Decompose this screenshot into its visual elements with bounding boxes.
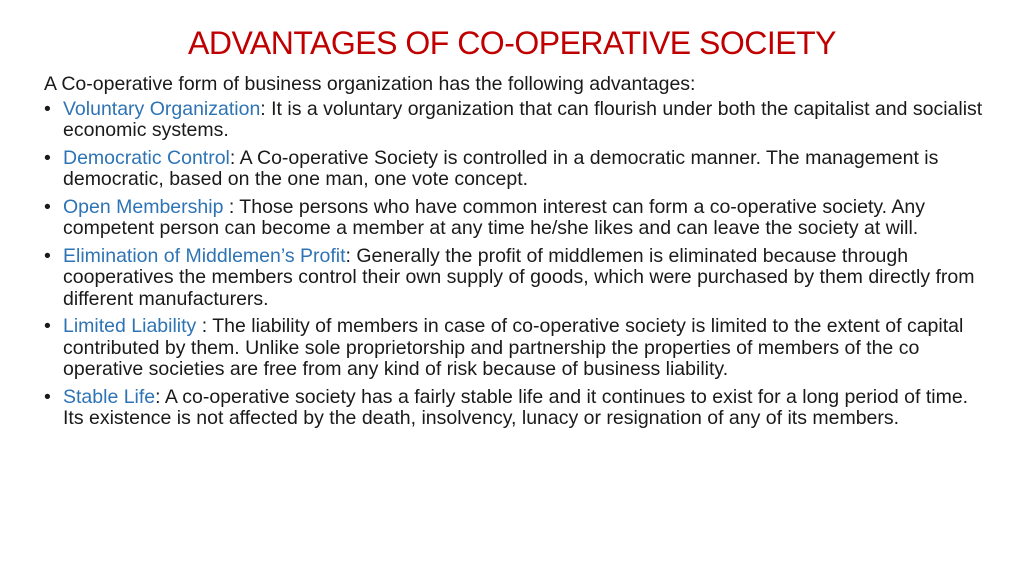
advantage-term: Limited Liability (63, 315, 202, 337)
advantage-voluntary-organization (44, 99, 984, 142)
bullet-icon: • (44, 146, 51, 169)
slide-title: ADVANTAGES OF CO-OPERATIVE SOCIETY (188, 25, 836, 61)
advantage-term: Voluntary Organization (63, 97, 261, 120)
bullet-icon: • (44, 385, 51, 408)
advantage-term: Elimination of Middlemen’s Profit (63, 244, 346, 267)
advantage-description: : It is a voluntary organization that can flourish under both the capitalist and socialist economic systems. (63, 97, 983, 141)
advantage-democratic-control (44, 148, 984, 191)
bullet-icon: • (44, 244, 51, 267)
advantage-elimination-of-middlemen-profit (44, 246, 984, 311)
slide-body (44, 74, 984, 436)
advantages-list (44, 99, 984, 430)
bullet-icon: • (44, 315, 51, 337)
advantage-description: : A Co-operative Society is controlled in a democratic manner. The management is democratic, based on the one man, one vote concept. (63, 146, 939, 190)
advantage-term: Open Membership (63, 195, 229, 218)
bullet-icon: • (44, 97, 51, 120)
intro-text: A Co-operative form of business organization has the following advantages: (44, 73, 696, 95)
advantage-stable-life (44, 387, 984, 430)
advantage-term: Stable Life (63, 385, 156, 408)
advantage-description: : A co-operative society has a fairly stable life and it continues to exist for a long period of time. Its existence is not affected by the death, insolvency, lunacy or resignation of any of its members. (63, 385, 969, 429)
advantage-description: : The liability of members in case of co-operative society is limited to the extent of capital contributed by them. Unlike sole proprietorship and partnership the properties of members of the co operative societies are free from any kind of risk because of business liability. (63, 315, 964, 380)
advantage-term: Democratic Control (63, 146, 230, 169)
advantage-description: : Generally the profit of middlemen is eliminated because through cooperatives the members control their own supply of goods, which were purchased by them directly from different manufacturers. (63, 244, 975, 310)
advantage-open-membership (44, 197, 984, 240)
advantage-limited-liability (44, 316, 984, 381)
advantage-description: : Those persons who have common interest can form a co-operative society. Any competent person can become a member at any time he/she likes and can leave the society at will. (63, 195, 926, 239)
bullet-icon: • (44, 195, 51, 218)
